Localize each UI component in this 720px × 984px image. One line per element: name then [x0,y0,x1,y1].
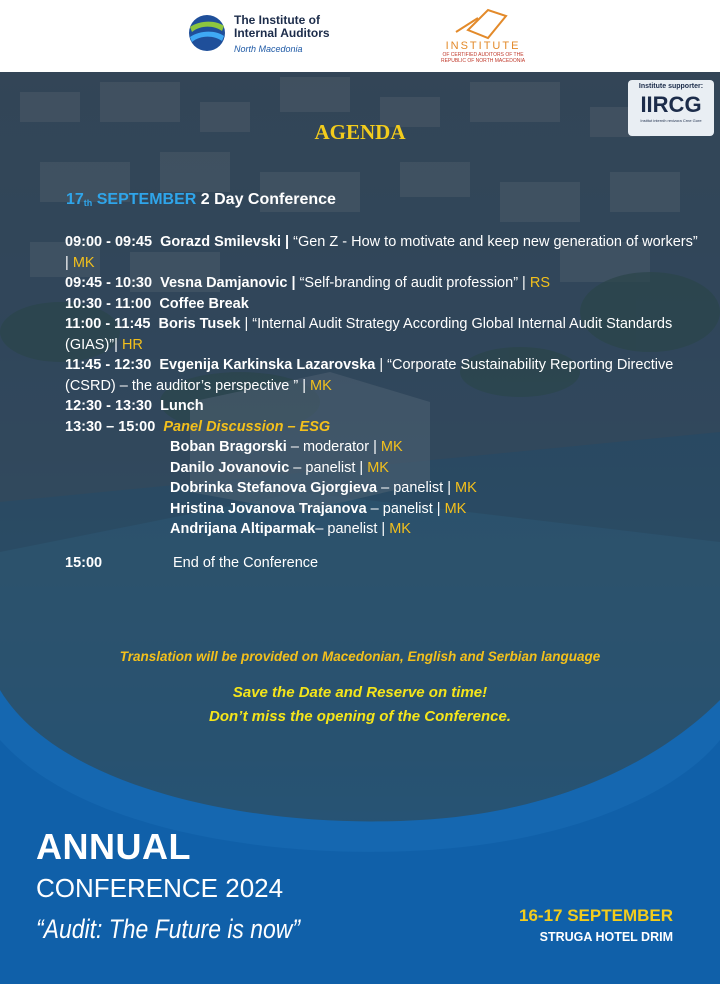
ica-name: INSTITUTE [445,40,521,52]
agenda-time: 12:30 - 13:30 [65,398,153,414]
ica-sub2: REPUBLIC OF NORTH MACEDONIA [440,58,526,64]
agenda-topic: “Gen Z - How to motivate and keep new generation of workers” | [65,234,698,271]
event-dates: 16-17 SEPTEMBER [519,906,673,925]
day-date-suffix: th [83,198,93,208]
supporter-sub: Institut internih revizora Crne Gore [640,118,702,123]
iia-name-line2: Internal Auditors [234,26,330,40]
agenda-item [65,314,705,355]
ica-logo [428,2,538,68]
translation-note: Translation will be provided on Macedonian, English and Serbian language [119,649,601,664]
day-date [66,191,196,208]
agenda-topic: | “Corporate Sustainability Reporting Directive (CSRD) – the auditor’s perspective ” | [65,357,674,394]
agenda-country: MK [310,377,332,394]
conference-heading: CONFERENCE 2024 [36,873,284,903]
annual-heading: ANNUAL [36,826,191,867]
panel-member [65,499,705,520]
panel-member-name: Andrijana Altiparmak [170,521,316,537]
page-title: AGENDA [314,120,406,144]
save-the-date: Save the Date and Reserve on time! [232,684,488,701]
roof-mark-icon [448,2,518,42]
tagline: “Audit: The Future is now” [36,914,301,944]
agenda-item [65,396,705,417]
iia-country: North Macedonia [234,44,303,54]
agenda-time: 09:00 - 09:45 [65,234,153,250]
agenda-topic: “Self-branding of audit profession” | [295,275,526,291]
end-label: End of the Conference [173,554,319,571]
panel-member [65,519,705,540]
agenda-speaker: Lunch [160,398,204,414]
spacer [65,540,705,553]
ica-sub1: OF CERTIFIED AUDITORS OF THE [442,52,524,58]
panel-member-role: – panelist | [377,480,451,496]
panel-member-name: Hristina Jovanova Trajanova [170,500,367,517]
supporter-name: IIRCG [640,92,702,117]
panel-member-role: – panelist | [315,521,386,537]
agenda-list [65,232,705,573]
iia-name-line1: The Institute of [234,13,320,27]
iia-logo [186,10,346,58]
agenda-speaker: Gorazd Smilevski | [160,234,290,250]
agenda-topic: | “Internal Audit Strategy According Global Internal Audit Standards (GIAS)”| [65,316,673,353]
agenda-country: HR [121,336,143,353]
panel-heading [65,417,705,438]
event-venue: STRUGA HOTEL DRIM [539,930,673,944]
agenda-time: 09:45 - 10:30 [65,275,153,291]
panel-member-country: MK [444,500,467,517]
agenda-speaker: Coffee Break [159,295,249,312]
end-item [65,553,705,574]
end-time: 15:00 [65,554,103,571]
agenda-speaker: Evgenija Karkinska Lazarovska [159,357,376,373]
agenda-time: 11:00 - 11:45 [65,316,151,332]
day-label: 2 Day Conference [200,191,336,208]
panel-member-name: Boban Bragorski [170,439,287,455]
panel-member-role: – panelist | [366,500,441,517]
day-month: SEPTEMBER [96,191,197,208]
panel-time: 13:30 – 15:00 [65,418,156,435]
agenda-speaker: Boris Tusek [158,316,241,332]
agenda-time: 10:30 - 11:00 [65,295,152,312]
agenda-time: 11:45 - 12:30 [65,357,152,373]
header-bar [0,0,720,72]
panel-member-country: MK [455,480,477,496]
panel-member-role: – panelist | [289,459,364,476]
panel-member-name: Dobrinka Stefanova Gjorgieva [170,480,378,496]
panel-member-country: MK [380,439,403,455]
panel-member [65,437,705,458]
agenda-country: RS [529,275,551,291]
panel-member [65,458,705,479]
agenda-item [65,294,705,315]
supporter-label: Institute supporter: [638,83,704,90]
agenda-item [65,232,705,273]
panel-member [65,478,705,499]
panel-member-name: Danilo Jovanovic [170,459,290,476]
agenda-item [65,355,705,396]
panel-title: Panel Discussion – ESG [163,418,331,435]
day-heading [66,191,336,209]
globe-icon [186,12,228,54]
agenda-country: MK [72,254,95,271]
panel-member-role: – moderator | [286,439,377,455]
day-date-num: 17 [66,191,84,208]
opening-note: Don’t miss the opening of the Conference. [209,708,511,725]
panel-member-country: MK [367,459,389,476]
panel-member-country: MK [389,521,411,537]
agenda-item [65,273,705,294]
agenda-speaker: Vesna Damjanovic | [160,275,296,291]
